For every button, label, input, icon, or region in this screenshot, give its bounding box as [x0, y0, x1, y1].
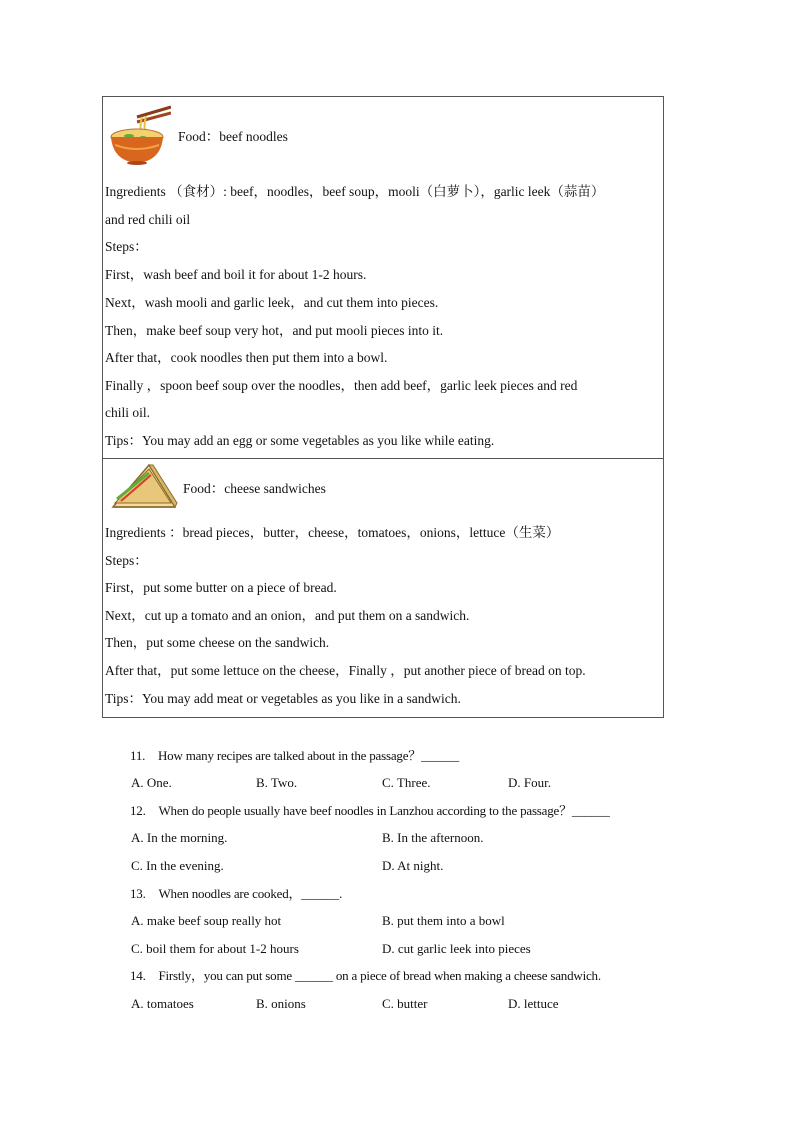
question-13-option-d[interactable]: D. cut garlic leek into pieces	[382, 941, 531, 956]
recipe-table	[102, 96, 664, 718]
recipe2-step2: Next，cut up a tomato and an onion，and put them on a sandwich.	[105, 608, 470, 623]
recipe1-step5: Finally ，spoon beef soup over the noodles，then add beef，garlic leek pieces and red	[105, 378, 578, 393]
question-13-option-c[interactable]: C. boil them for about 1-2 hours	[131, 941, 299, 956]
recipe1-tips: Tips：You may add an egg or some vegetables as you like while eating.	[105, 433, 495, 448]
recipe-beef-noodles	[103, 97, 663, 459]
question-11-stem: 11. How many recipes are talked about in the passage？______	[130, 748, 459, 763]
question-12-option-c[interactable]: C. In the evening.	[131, 858, 224, 873]
question-11-option-c[interactable]: C. Three.	[382, 775, 431, 790]
recipe2-steps-label: Steps：	[105, 553, 148, 568]
recipe1-ingredients: Ingredients （食材）: beef，noodles，beef soup，mooli（白萝卜），garlic leek（蒜苗）	[105, 184, 605, 199]
question-14-option-d[interactable]: D. lettuce	[508, 996, 559, 1011]
question-12-stem: 12. When do people usually have beef noodles in Lanzhou according to the passage？______	[130, 803, 610, 818]
recipe2-step3: Then，put some cheese on the sandwich.	[105, 635, 330, 650]
question-13-option-b[interactable]: B. put them into a bowl	[382, 913, 505, 928]
question-14-option-b[interactable]: B. onions	[256, 996, 306, 1011]
recipe1-step4: After that，cook noodles then put them into a bowl.	[105, 350, 388, 365]
recipe2-step4: After that，put some lettuce on the cheese，Finally ，put another piece of bread on top.	[105, 663, 586, 678]
noodle-bowl-icon	[109, 103, 171, 169]
sandwich-icon	[109, 463, 179, 517]
question-13-option-a[interactable]: A. make beef soup really hot	[131, 913, 282, 928]
recipe-cheese-sandwiches	[103, 459, 663, 717]
recipe1-steps-label: Steps：	[105, 239, 148, 254]
recipe1-step1: First，wash beef and boil it for about 1-2 hours.	[105, 267, 367, 282]
recipe1-food-title: Food：beef noodles	[178, 129, 288, 144]
recipe2-food-title: Food：cheese sandwiches	[183, 481, 326, 496]
recipe2-step1: First，put some butter on a piece of bread.	[105, 580, 337, 595]
question-12-option-d[interactable]: D. At night.	[382, 858, 444, 873]
recipe1-ingredients-cont: and red chili oil	[105, 212, 191, 227]
recipe2-tips: Tips：You may add meat or vegetables as you like in a sandwich.	[105, 691, 461, 706]
recipe1-step2: Next，wash mooli and garlic leek，and cut them into pieces.	[105, 295, 439, 310]
recipe2-ingredients: Ingredients ：bread pieces，butter，cheese，tomatoes，onions，lettuce（生菜）	[105, 525, 560, 540]
question-12-option-b[interactable]: B. In the afternoon.	[382, 830, 484, 845]
question-12-option-a[interactable]: A. In the morning.	[131, 830, 228, 845]
question-11-option-b[interactable]: B. Two.	[256, 775, 298, 790]
recipe1-step5-cont: chili oil.	[105, 405, 150, 420]
question-14-stem: 14. Firstly，you can put some ______ on a piece of bread when making a cheese sandwich.	[130, 968, 601, 983]
question-14-option-a[interactable]: A. tomatoes	[131, 996, 194, 1011]
recipe1-step3: Then，make beef soup very hot，and put mooli pieces into it.	[105, 323, 444, 338]
question-13-stem: 13. When noodles are cooked，______.	[130, 886, 343, 901]
question-14-option-c[interactable]: C. butter	[382, 996, 428, 1011]
question-11-option-d[interactable]: D. Four.	[508, 775, 551, 790]
question-11-option-a[interactable]: A. One.	[131, 775, 172, 790]
